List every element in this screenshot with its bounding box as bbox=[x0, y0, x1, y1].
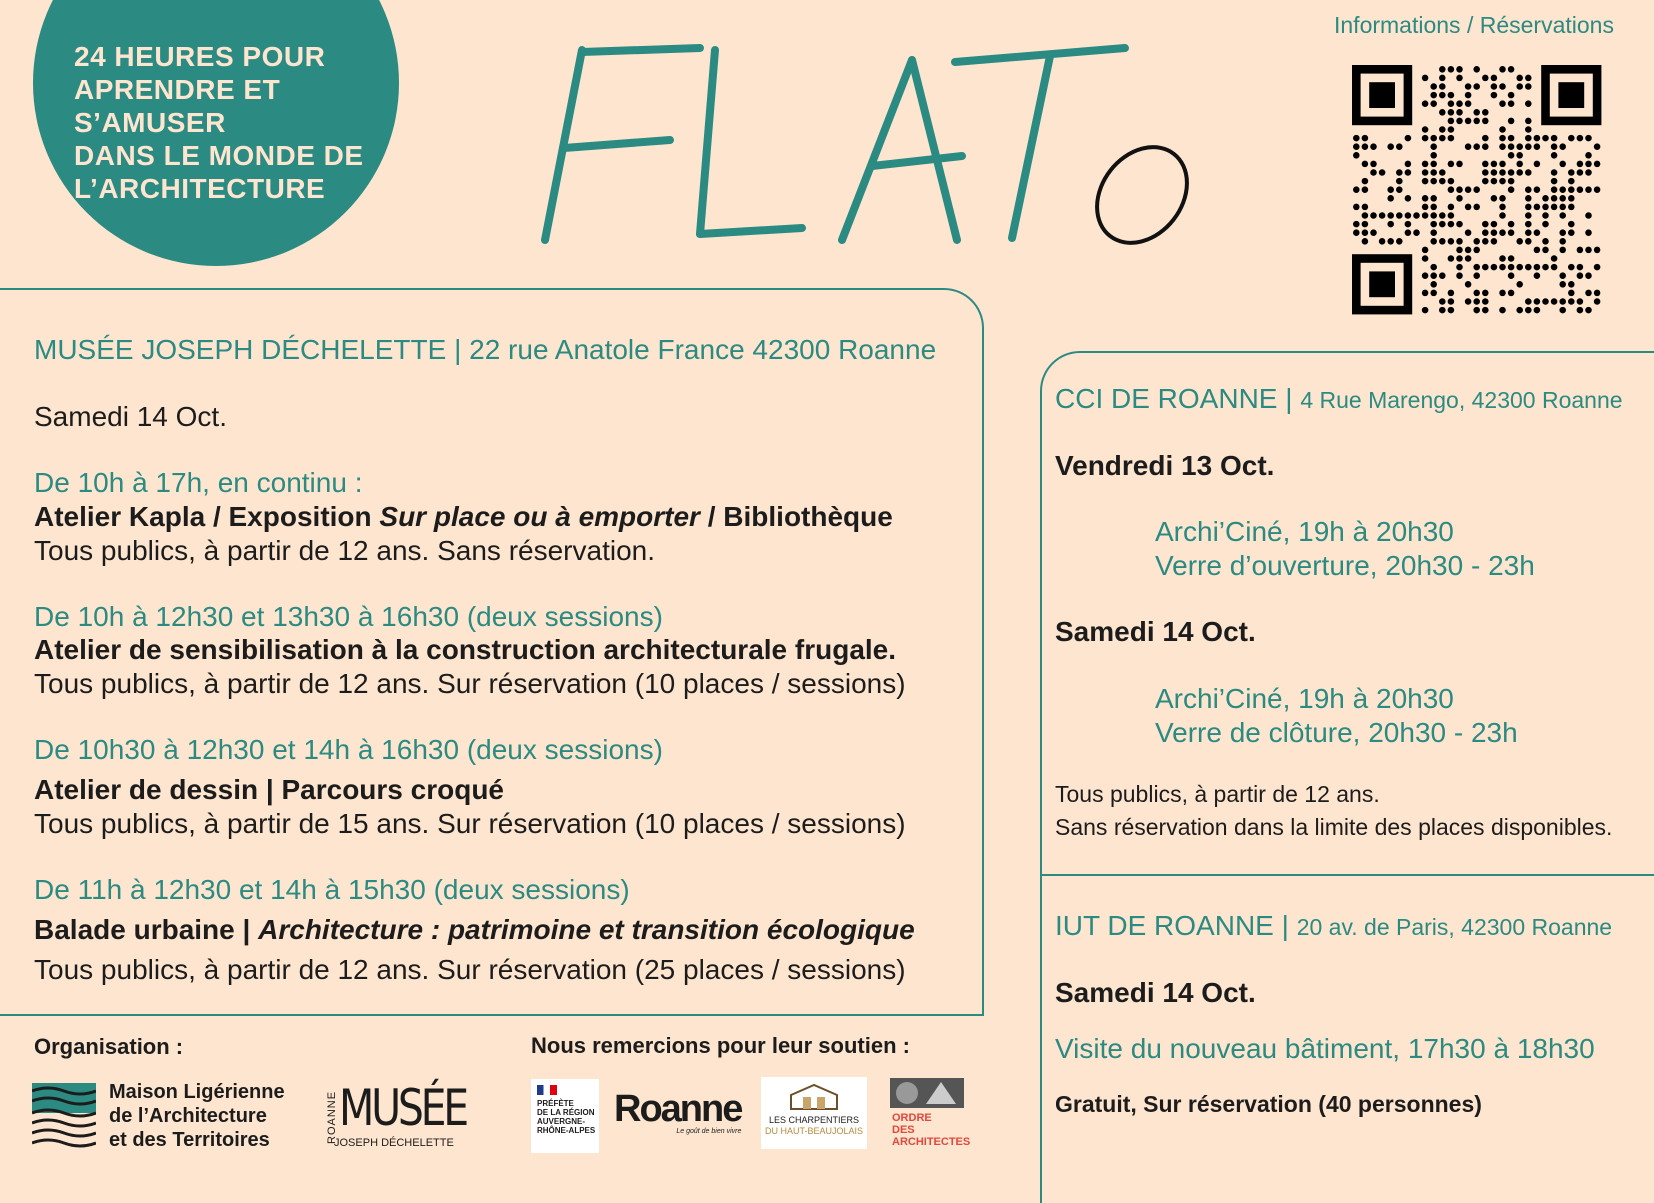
prefete-line: DE LA RÉGION bbox=[537, 1108, 595, 1117]
roanne-logo bbox=[614, 1090, 741, 1135]
iut-address: 20 av. de Paris, 42300 Roanne bbox=[1296, 914, 1613, 940]
hero-line: 24 HEURES POUR bbox=[74, 41, 326, 72]
hero-line: APRENDRE ET bbox=[74, 74, 281, 105]
event-title-part: / Bibliothèque bbox=[699, 501, 893, 532]
event-title-italic: Sur place ou à emporter bbox=[379, 501, 700, 532]
iut-event: Visite du nouveau bâtiment, 17h30 à 18h30 bbox=[1055, 1033, 1595, 1064]
event-info: Tous publics, à partir de 15 ans. Sur réservation (10 places / sessions) bbox=[34, 808, 906, 839]
event-info: Tous publics, à partir de 12 ans. Sans réservation. bbox=[34, 535, 656, 566]
roanne-logo-text: Roanne bbox=[614, 1088, 742, 1130]
cci-event: Archi’Ciné, 19h à 20h30 bbox=[1155, 516, 1454, 547]
iut-date: Samedi 14 Oct. bbox=[1055, 977, 1256, 1008]
ordre-architectes-logo bbox=[890, 1078, 971, 1150]
hero-line: S’AMUSER bbox=[74, 107, 226, 138]
musee-logo-main: MUSÉE bbox=[339, 1079, 466, 1137]
cci-heading: CCI DE ROANNE | bbox=[1055, 383, 1293, 414]
hero-tagline bbox=[74, 40, 394, 205]
musee-logo bbox=[326, 1079, 466, 1152]
thanks-label: Nous remercions pour leur soutien : bbox=[531, 1033, 910, 1058]
cci-info: Sans réservation dans la limite des places disponibles. bbox=[1055, 814, 1613, 840]
ordre-line: ORDRE bbox=[892, 1112, 932, 1124]
maison-ligerienne-logo bbox=[32, 1083, 96, 1149]
logo-o bbox=[1078, 129, 1200, 260]
event-title-part: Balade urbaine | bbox=[34, 914, 259, 945]
hero-line: L’ARCHITECTURE bbox=[74, 173, 326, 204]
cci-event: Verre d’ouverture, 20h30 - 23h bbox=[1155, 550, 1535, 581]
charpentiers-line: LES CHARPENTIERS bbox=[768, 1115, 860, 1125]
cci-info: Tous publics, à partir de 12 ans. bbox=[1055, 781, 1380, 807]
flag-icon bbox=[537, 1085, 557, 1095]
maison-line: de l’Architecture bbox=[109, 1105, 267, 1127]
event-time: De 10h à 12h30 et 13h30 à 16h30 (deux sessions) bbox=[34, 601, 663, 632]
event-title: Atelier de sensibilisation à la construction architecturale frugale. bbox=[34, 634, 897, 665]
charpentiers-logo bbox=[761, 1077, 867, 1149]
cci-date: Vendredi 13 Oct. bbox=[1055, 450, 1275, 481]
event-info: Tous publics, à partir de 12 ans. Sur réservation (25 places / sessions) bbox=[34, 954, 906, 985]
cci-event: Archi’Ciné, 19h à 20h30 bbox=[1155, 683, 1454, 714]
charpentiers-line: DU HAUT-BEAUJOLAIS bbox=[764, 1126, 864, 1136]
divider bbox=[1040, 874, 1654, 876]
musee-logo-side: ROANNE bbox=[326, 1090, 338, 1144]
event-title bbox=[34, 913, 915, 947]
ordre-line: DES bbox=[892, 1124, 915, 1136]
roanne-logo-tag: Le goût de bien vivre bbox=[676, 1128, 742, 1135]
prefete-text bbox=[537, 1099, 595, 1135]
musee-heading: MUSÉE JOSEPH DÉCHELETTE | 22 rue Anatole France 42300 Roanne bbox=[34, 334, 937, 365]
house-icon bbox=[789, 1083, 839, 1111]
organisation-label: Organisation : bbox=[34, 1034, 184, 1059]
hero-line: DANS LE MONDE DE bbox=[74, 140, 364, 171]
prefete-line: RHÔNE-ALPES bbox=[537, 1126, 596, 1135]
event-time: De 11h à 12h30 et 14h à 15h30 (deux sessions) bbox=[34, 874, 630, 905]
event-time: De 10h30 à 12h30 et 14h à 16h30 (deux sessions) bbox=[34, 734, 663, 765]
prefete-logo bbox=[531, 1079, 599, 1153]
ordre-text bbox=[892, 1112, 970, 1148]
musee-logo-sub: JOSEPH DÉCHELETTE bbox=[334, 1137, 454, 1149]
iut-heading: IUT DE ROANNE | bbox=[1055, 910, 1289, 941]
cci-address: 4 Rue Marengo, 42300 Roanne bbox=[1300, 387, 1623, 413]
prefete-line: PRÉFÈTE bbox=[537, 1099, 574, 1108]
event-title bbox=[34, 500, 893, 534]
charpentiers-text bbox=[761, 1115, 867, 1137]
ordre-line: ARCHITECTES bbox=[892, 1136, 971, 1148]
event-title-italic: Architecture : patrimoine et transition écologique bbox=[258, 914, 915, 945]
maison-ligerienne-text bbox=[109, 1080, 285, 1152]
event-title-part: Atelier Kapla / Exposition bbox=[34, 501, 380, 532]
qr-code[interactable] bbox=[1327, 55, 1617, 335]
qr-label: Informations / Réservations bbox=[1334, 12, 1614, 38]
cci-date: Samedi 14 Oct. bbox=[1055, 616, 1256, 647]
divider bbox=[0, 1014, 984, 1016]
ordre-mark bbox=[890, 1078, 964, 1108]
maison-line: et des Territoires bbox=[109, 1129, 270, 1151]
musee-date: Samedi 14 Oct. bbox=[34, 401, 227, 432]
iut-info: Gratuit, Sur réservation (40 personnes) bbox=[1055, 1091, 1482, 1117]
flato-logo bbox=[520, 30, 1200, 260]
maison-line: Maison Ligérienne bbox=[109, 1081, 285, 1103]
prefete-line: AUVERGNE- bbox=[537, 1117, 586, 1126]
event-info: Tous publics, à partir de 12 ans. Sur réservation (10 places / sessions) bbox=[34, 668, 906, 699]
event-time: De 10h à 17h, en continu : bbox=[34, 467, 363, 498]
cci-event: Verre de clôture, 20h30 - 23h bbox=[1155, 717, 1518, 748]
event-title: Atelier de dessin | Parcours croqué bbox=[34, 774, 504, 805]
